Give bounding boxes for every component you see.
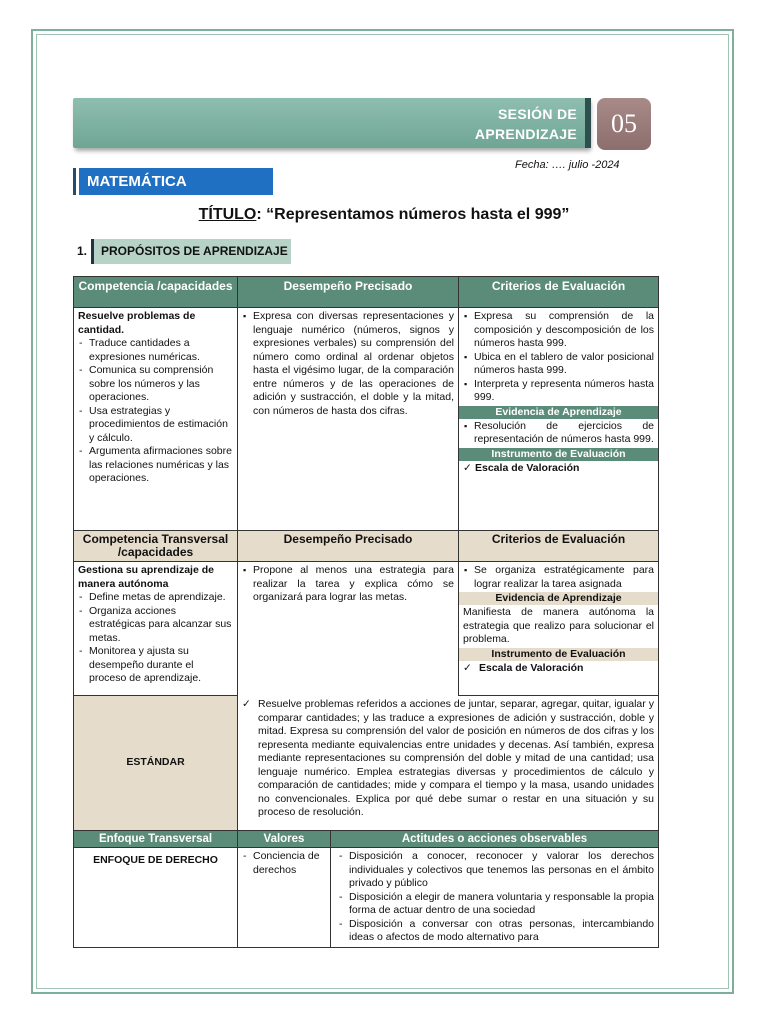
criterios-list [463, 310, 654, 405]
table1-col-criterios: Criterios de Evaluación [459, 277, 659, 308]
enfoque-name: ENFOQUE DE DERECHO [74, 848, 238, 948]
evidencia-text: ▪ Resolución de ejercicios de representación de números hasta 999. [474, 420, 654, 447]
table1-col-desempeno: Desempeño Precisado [238, 277, 459, 308]
capacidad-item: - Define metas de aprendizaje. [89, 591, 233, 605]
estandar-text: ✓ Resuelve problemas referidos a acciones de juntar, separar, agregar, quitar, igualar y comparar cantidades; y las traduce a expresiones de adición y sustracción, doble y mitad. Expresa su comprensión del valor de posición en números de dos cifras y los representa mediante equivalencias entre unidades y decenas. Así también, expresa mediante representaciones su comprensión del doble y mitad de una cantidad; usa lenguaje numérico. Emplea estrategias diversas y procedimientos de cálculo y comparación de cantidades; mide y compara el tiempo y la masa, usando unidades no convencionales. Explica por qué debe sumar o restar en una situación y su proceso de resolución. [242, 698, 654, 820]
table2-content-row [74, 562, 659, 696]
transversal-competencia-title: Gestiona su aprendizaje de manera autónoma [78, 564, 214, 590]
actitudes-cell [331, 848, 659, 948]
purposes-table [73, 276, 659, 948]
transversal-criterios-cell [459, 562, 659, 696]
capacidad-item: - Monitorea y ajusta su desempeño durante el proceso de aprendizaje. [89, 645, 233, 686]
actitud-item: - Disposición a conocer, reconocer y valorar los derechos individuales y colectivos que tenemos las personas en el ámbito privado y público [349, 850, 654, 891]
lesson-title [0, 206, 768, 224]
capacidad-item: - Usa estrategias y procedimientos de estimación y cálculo. [89, 405, 233, 446]
transversal-desempeno-text: ▪ Propone al menos una estrategia para realizar la tarea y explica cómo se organizará para lograr las metas. [253, 564, 454, 605]
instrumento-header: Instrumento de Evaluación [459, 448, 658, 461]
banner-accent-bar [585, 98, 591, 148]
actitudes-list [335, 850, 654, 945]
transversal-instrumento-text: ✓ Escala de Valoración [463, 662, 654, 676]
enfoque-col-valores: Valores [238, 831, 331, 848]
section-title: PROPÓSITOS DE APRENDIZAJE [94, 239, 291, 264]
capacidad-item: - Organiza acciones estratégicas para alcanzar sus metas. [89, 605, 233, 646]
table2-header-row [74, 531, 659, 562]
transversal-capacidades-list [78, 591, 233, 686]
capacidad-item: - Comunica su comprensión sobre los números y las operaciones. [89, 364, 233, 405]
enfoque-col-enfoque: Enfoque Transversal [74, 831, 238, 848]
table2-col-criterios: Criterios de Evaluación [459, 531, 659, 562]
section-number: 1. [77, 244, 88, 258]
transversal-desempeno-cell [238, 562, 459, 696]
session-banner-text [475, 104, 577, 144]
transversal-instrumento-header: Instrumento de Evaluación [459, 648, 658, 661]
transversal-evidencia-header: Evidencia de Aprendizaje [459, 592, 658, 605]
title-label: TÍTULO [198, 206, 257, 223]
table1-content-row [74, 308, 659, 531]
capacidad-item: - Traduce cantidades a expresiones numéricas. [89, 337, 233, 364]
desempeno-text: ▪ Expresa con diversas representaciones y lenguaje numérico (números, signos y expresiones verbales) su comprensión del número como ordinal al ordenar objetos hasta el vigésimo lugar, de la comparación entre números y de las operaciones de adición y sustracción, el doble y la mitad, con números de hasta dos cifras. [253, 310, 454, 418]
transversal-criterio-text: ▪ Se organiza estratégicamente para lograr realizar la tarea asignada [474, 564, 654, 591]
criterio-item: ▪ Interpreta y representa números hasta 999. [474, 378, 654, 405]
actitud-item: - Disposición a conversar con otras personas, intercambiando ideas o afectos de modo alternativo para [349, 918, 654, 945]
estandar-row [74, 696, 659, 831]
session-line-2: APRENDIZAJE [474, 126, 577, 142]
capacidad-item: - Argumenta afirmaciones sobre las relaciones numéricas y las operaciones. [89, 445, 233, 486]
valor-text: - Conciencia de derechos [253, 850, 326, 877]
enfoque-content-row [74, 848, 659, 948]
estandar-cell [238, 696, 659, 831]
area-accent-bar [73, 168, 76, 195]
estandar-label: ESTÁNDAR [74, 696, 238, 831]
session-banner [73, 98, 589, 148]
enfoque-col-actitudes: Actitudes o acciones observables [331, 831, 659, 848]
instrumento-text: ✓ Escala de Valoración [463, 462, 654, 476]
transversal-competencia-cell [74, 562, 238, 696]
table2-col-desempeno: Desempeño Precisado [238, 531, 459, 562]
table1-col-competencia: Competencia /capacidades [74, 277, 238, 308]
session-line-1: SESIÓN DE [498, 106, 577, 122]
competencia-cell [74, 308, 238, 531]
capacidades-list [78, 337, 233, 486]
valor-cell [238, 848, 331, 948]
desempeno-cell [238, 308, 459, 531]
competencia-title: Resuelve problemas de cantidad. [78, 310, 196, 336]
criterios-cell [459, 308, 659, 531]
table1-header-row [74, 277, 659, 308]
title-text: : “Representamos números hasta el 999” [256, 206, 570, 223]
actitud-item: - Disposición a elegir de manera voluntaria y responsable la propia forma de actuar dentro de una sociedad [349, 891, 654, 918]
criterio-item: ▪ Ubica en el tablero de valor posicional números hasta 999. [474, 351, 654, 378]
criterio-item: ▪ Expresa su comprensión de la composición y descomposición de los números hasta 999. [474, 310, 654, 351]
table2-col-competencia: Competencia Transversal /capacidades [74, 531, 238, 562]
area-title: MATEMÁTICA [79, 168, 273, 195]
date-line: Fecha: …. julio -2024 [515, 159, 620, 171]
session-number: 05 [597, 98, 651, 150]
enfoque-header-row [74, 831, 659, 848]
transversal-evidencia-text: Manifiesta de manera autónoma la estrategia que realizo para solucionar el problema. [463, 606, 655, 645]
evidencia-header: Evidencia de Aprendizaje [459, 406, 658, 419]
